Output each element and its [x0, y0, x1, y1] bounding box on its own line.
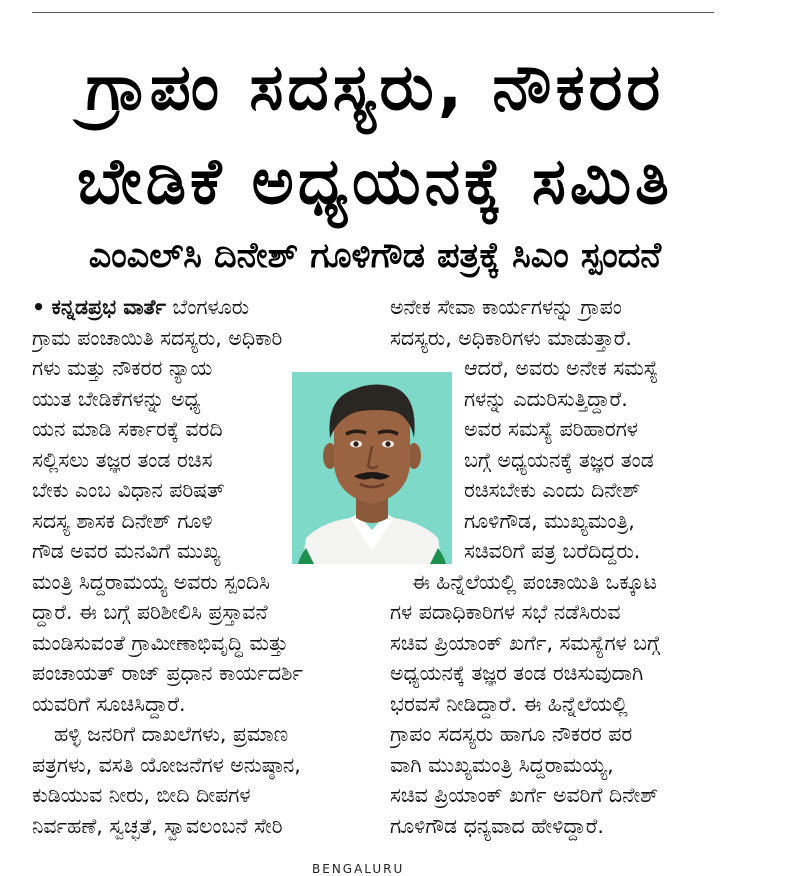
byline [32, 292, 377, 323]
footer-fragment: BENGALURU [312, 862, 405, 876]
text-line: ಸದಸ್ಯ ಶಾಸಕ ದಿನೇಶ್ ಗೂಳಿ [32, 508, 213, 533]
text-line: ವಾಗಿ ಮುಖ್ಯಮಂತ್ರಿ ಸಿದ್ದರಾಮಯ್ಯ, [390, 752, 614, 777]
text-line: ಪತ್ರಗಳು, ವಸತಿ ಯೋಜನೆಗಳ ಅನುಷ್ಠಾನ, [32, 752, 301, 777]
text-line: ಯವರಿಗೆ ಸೂಚಿಸಿದ್ದಾರೆ. [32, 691, 186, 716]
text-line: ಕುಡಿಯುವ ನೀರು, ಬೀದಿ ದೀಪಗಳ [32, 783, 251, 807]
text-line: ಗೌಡ ಅವರ ಮನವಿಗೆ ಮುಖ್ಯ [32, 539, 221, 563]
text-line: ಯುತ ಬೇಡಿಕೆಗಳನ್ನು ಅಧ್ಯ [32, 386, 201, 411]
portrait-photo [292, 372, 452, 564]
text-line: ಗೂಳಿಗೌಡ, ಮುಖ್ಯಮಂತ್ರಿ, [464, 508, 635, 533]
text-line: ಬೇಕು ಎಂಬ ವಿಧಾನ ಪರಿಷತ್ [32, 478, 225, 502]
top-rule [32, 12, 714, 13]
text-line: ಪಂಚಾಯತ್ ರಾಜ್ ಪ್ರಧಾನ ಕಾರ್ಯದರ್ಶಿ [32, 661, 304, 685]
text-line: ರಚಿಸಬೇಕು ಎಂದು ದಿನೇಶ್ [464, 478, 641, 502]
text-line: ಸಲ್ಲಿಸಲು ತಜ್ಞರ ತಂಡ ರಚಿಸ [32, 447, 213, 472]
byline-bullet: • [32, 295, 46, 319]
headline-line-1: ಗ್ರಾಪಂ ಸದಸ್ಯರು, ನೌಕರರ [85, 51, 665, 125]
text-line: ಸಚಿವ ಪ್ರಿಯಾಂಕ್ ಖರ್ಗೆ, ಸಮಸ್ಯೆಗಳ ಬಗ್ಗೆ [390, 630, 661, 655]
text-line: ಮಂಡಿಸುವಂತೆ ಗ್ರಾಮೀಣಾಭಿವೃದ್ಧಿ ಮತ್ತು [32, 630, 289, 655]
text-line: ನಿರ್ವಹಣೆ, ಸ್ವಚ್ಛತೆ, ಸ್ವಾವಲಂಬನೆ ಸೇರಿ [32, 813, 283, 838]
subheadline: ಎಂಎಲ್‌ಸಿ ದಿನೇಶ್ ಗೂಳಿಗೌಡ ಪತ್ರಕ್ಕೆ ಸಿಎಂ ಸ್ಪಂದನೆ [88, 236, 662, 276]
text-line: ಈ ಹಿನ್ನೆಲೆಯಲ್ಲಿ ಪಂಚಾಯಿತಿ ಒಕ್ಕೂಟ [412, 569, 658, 594]
text-line: ಭರವಸೆ ನೀಡಿದ್ದಾರೆ. ಈ ಹಿನ್ನೆಲೆಯಲ್ಲಿ [390, 691, 628, 716]
byline-source: ಕನ್ನಡಪ್ರಭ ವಾರ್ತೆ [51, 295, 166, 319]
text-line: ಆದರೆ, ಅವರು ಅನೇಕ ಸಮಸ್ಯೆ [464, 356, 659, 380]
text-line: ಗ್ರಾಮ ಪಂಚಾಯಿತಿ ಸದಸ್ಯರು, ಅಧಿಕಾರಿ [32, 325, 283, 350]
text-line: ಸದಸ್ಯರು, ಅಧಿಕಾರಿಗಳು ಮಾಡುತ್ತಾರೆ. [390, 325, 632, 350]
byline-place: ಬೆಂಗಳೂರು [172, 295, 250, 319]
text-line: ಗಳನ್ನು ಎದುರಿಸುತ್ತಿದ್ದಾರೆ. [464, 386, 628, 411]
text-line: ಬಗ್ಗೆ ಅಧ್ಯಯನಕ್ಕೆ ತಜ್ಞರ ತಂಡ [464, 447, 654, 472]
text-line: ದ್ದಾರೆ. ಈ ಬಗ್ಗೆ ಪರಿಶೀಲಿಸಿ ಪ್ರಸ್ತಾವನೆ [32, 600, 268, 624]
headline-line-2: ಬೇಡಿಕೆ ಅಧ್ಯಯನಕ್ಕೆ ಸಮಿತಿ [77, 145, 673, 219]
text-line: ಅಧ್ಯಯನಕ್ಕೆ ತಜ್ಞರ ತಂಡ ರಚಿಸುವುದಾಗಿ [390, 661, 644, 685]
text-line: ಗಳು ಮತ್ತು ನೌಕರರ ನ್ಯಾಯ [32, 356, 213, 380]
text-line: ಗೂಳಿಗೌಡ ಧನ್ಯವಾದ ಹೇಳಿದ್ದಾರೆ. [390, 813, 604, 838]
text-line: ಅವರ ಸಮಸ್ಯೆ ಪರಿಹಾರಗಳ [464, 417, 638, 441]
text-line: ಗಳ ಪದಾಧಿಕಾರಿಗಳ ಸಭೆ ನಡೆಸಿರುವ [390, 600, 621, 624]
text-line: ಗ್ರಾಪಂ ಸದಸ್ಯರು ಹಾಗೂ ನೌಕರರ ಪರ [390, 722, 633, 746]
text-line: ಯನ ಮಾಡಿ ಸರ್ಕಾರಕ್ಕೆ ವರದಿ [32, 417, 223, 441]
text-line: ಹಳ್ಳಿ ಜನರಿಗೆ ದಾಖಲೆಗಳು, ಪ್ರಮಾಣ [54, 722, 289, 746]
text-line: ಮಂತ್ರಿ ಸಿದ್ದರಾಮಯ್ಯ ಅವರು ಸ್ಪಂದಿಸಿ [32, 569, 270, 594]
text-line: ಸಚಿವ ಪ್ರಿಯಾಂಕ್ ಖರ್ಗೆ ಅವರಿಗೆ ದಿನೇಶ್ [390, 783, 659, 807]
portrait-illustration [292, 372, 452, 564]
text-line: ಸಚಿವರಿಗೆ ಪತ್ರ ಬರೆದಿದ್ದರು. [464, 539, 641, 563]
text-line: ಅನೇಕ ಸೇವಾ ಕಾರ್ಯಗಳನ್ನು ಗ್ರಾಪಂ [390, 295, 622, 319]
